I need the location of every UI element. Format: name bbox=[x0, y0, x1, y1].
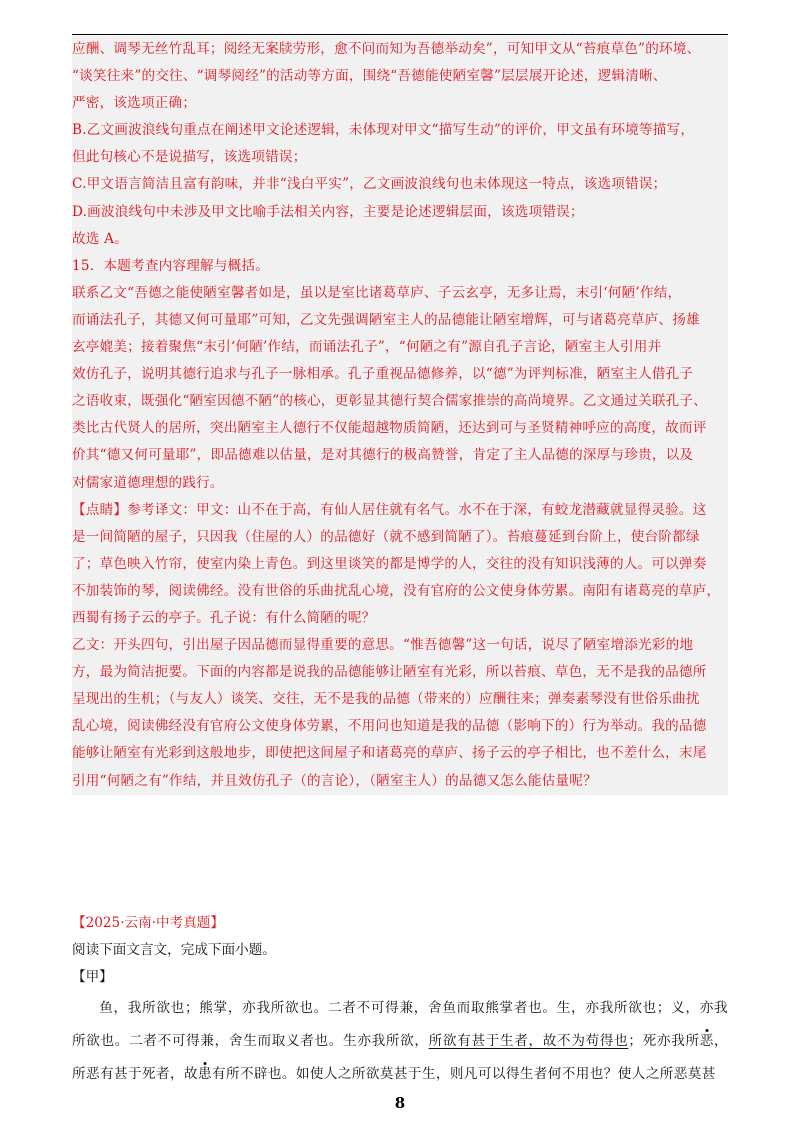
page-number: 8 bbox=[394, 1094, 406, 1112]
passage-text: 所恶有甚于死者，故 bbox=[72, 1066, 198, 1082]
analysis-line: 严密，该选项正确； bbox=[72, 95, 197, 112]
dotted-character: 恶 bbox=[699, 1033, 715, 1049]
passage-text: 我所欲也。二者不可得兼，舍生而取义者也。生亦我所欲， bbox=[72, 1000, 728, 1049]
translation-line: 能够让陋室有光彩到这般地步，即使把这间屋子和诸葛亮的草庐、扬子云的亭子相比，也不差什么，末尾 bbox=[72, 745, 707, 762]
source-tag: 【2025·云南·中考真题】 bbox=[72, 915, 224, 931]
passage-text: ；死亦我所 bbox=[628, 1033, 700, 1049]
analysis-line: B.乙文画波浪线句重点在阐述甲文论述逻辑，未体现对甲文“描写生动”的评价，甲文虽有环境等描写， bbox=[72, 122, 695, 139]
passage-paragraph bbox=[72, 992, 728, 1091]
analysis-line: 类比古代贤人的居所，突出陋室主人德行不仅能超越物质简陋，还达到可与圣贤精神呼应的高度，故而评 bbox=[72, 420, 707, 437]
analysis-line: 效仿孔子，说明其德行追求与孔子一脉相承。孔子重视品德修养，以“德”为评判标准，陋室主人借孔子 bbox=[72, 366, 694, 383]
passage-text: 鱼，我所欲也；熊掌，亦我所欲也。二者不可得兼，舍鱼而取熊掌者也。生，亦我所欲也；义，亦 bbox=[99, 1000, 714, 1016]
translation-line: 了；草色映入竹帘，使室内染上青色。到这里谈笑的都是博学的人，交往的没有知识浅薄的人。可以弹奏 bbox=[72, 555, 707, 572]
translation-line: 乱心境，阅读佛经没有官府公文使身体劳累，不用问也知道是我的品德（影响下的）行为举动。我的品德 bbox=[72, 718, 707, 735]
translation-line: 引用“何陋之有”作结，并且效仿孔子（的言论），（陋室主人）的品德又怎么能估量呢？ bbox=[72, 772, 597, 789]
analysis-line: “谈笑往来”的交往、“调琴阅经”的活动等方面，围绕“吾德能使陋室馨”层层展开论述，逻辑清晰、 bbox=[72, 68, 667, 85]
translation-line: 参考译文：甲文：山不在于高，有仙人居住就有名气。水不在于深，有蛟龙潜藏就显得灵验。这 bbox=[127, 501, 707, 518]
analysis-line: 对儒家道德理想的践行。 bbox=[72, 474, 224, 491]
translation-line: 不加装饰的琴，阅读佛经。没有世俗的乐曲扰乱心境，没有官府的公文使身体劳累。南阳有诸葛亮的草庐， bbox=[72, 582, 721, 599]
underlined-sentence: 所欲有甚于生者，故不为苟得也 bbox=[428, 1033, 629, 1049]
answer-analysis-block bbox=[72, 36, 728, 795]
dotted-character: 患 bbox=[197, 1066, 212, 1082]
instruction-text: 阅读下面文言文，完成下面小题。 bbox=[72, 942, 276, 958]
jia-label: 【甲】 bbox=[72, 969, 113, 985]
analysis-line: 之语收束，既强化“陋室因德不陋”的核心，更彰显其德行契合儒家推崇的高尚境界。乙文通过关联孔子、 bbox=[72, 393, 708, 410]
header-rule bbox=[72, 34, 728, 35]
translation-line: 西蜀有扬子云的亭子。孔子说：有什么简陋的呢？ bbox=[72, 609, 376, 626]
passage-text: 有所不辟也。如使人之所欲莫甚于生，则凡可以得生者何不用也？使人之所恶莫甚 bbox=[211, 1066, 716, 1082]
dianjing-line bbox=[72, 497, 728, 524]
analysis-line: 而诵法孔子，其德又何可量耶”可知，乙文先强调陋室主人的品德能让陋室增辉，可与诸葛亮草庐、扬雄 bbox=[72, 311, 700, 328]
dianjing-tag: 【点睛】 bbox=[72, 501, 128, 518]
analysis-line: C.甲文语言简洁且富有韵味，并非“浅白平实”，乙文画波浪线句也未体现这一特点，该选项错误； bbox=[72, 176, 667, 193]
translation-line: 方，最为简洁扼要。下面的内容都是说我的品德能够让陋室有光彩，所以苔痕、草色，无不是我的品德所 bbox=[72, 664, 707, 681]
question-header bbox=[72, 910, 728, 991]
analysis-line: 价其“德又何可量耶”，即品德难以估量，是对其德行的极高赞誉，肯定了主人品德的深厚与珍贵，以及 bbox=[72, 447, 694, 464]
translation-line: 是一间简陋的屋子，只因我（住屋的人）的品德好（就不感到简陋了）。苔痕蔓延到台阶上，使台阶都绿 bbox=[72, 528, 700, 545]
analysis-line: 故选 A。 bbox=[72, 230, 128, 247]
translation-line: 乙文：开头四句，引出屋子因品德而显得重要的意思。“惟吾德馨”这一句话，说尽了陋室增添光彩的地 bbox=[72, 637, 694, 654]
analysis-line: D.画波浪线句中未涉及甲文比喻手法相关内容，主要是论述逻辑层面，该选项错误； bbox=[72, 203, 584, 220]
analysis-line: 但此句核心不是说描写，该选项错误； bbox=[72, 149, 307, 166]
passage-text: ， bbox=[714, 1033, 729, 1049]
translation-line: 呈现出的生机；（与友人）谈笑、交往，无不是我的品德（带来的）应酬往来；弹奏素琴没有世俗乐曲扰 bbox=[72, 691, 700, 708]
analysis-line: 应酬、调琴无丝竹乱耳；阅经无案牍劳形，愈不问而知为吾德举动矣”，可知甲文从“苔痕草色”的环境、 bbox=[72, 41, 701, 57]
analysis-line: 15．本题考查内容理解与概括。 bbox=[72, 257, 270, 274]
analysis-line: 玄亭媲美；接着聚焦“末引‘何陋’作结，而诵法孔子”，“何陋之有”源自孔子言论，陋室主人引用并 bbox=[72, 339, 662, 356]
classical-passage bbox=[72, 992, 728, 1091]
analysis-line: 联系乙文“吾德之能使陋室馨者如是，虽以是室比诸葛草庐、子云玄亭，无多让焉，末引‘何陋’作结， bbox=[72, 284, 682, 301]
